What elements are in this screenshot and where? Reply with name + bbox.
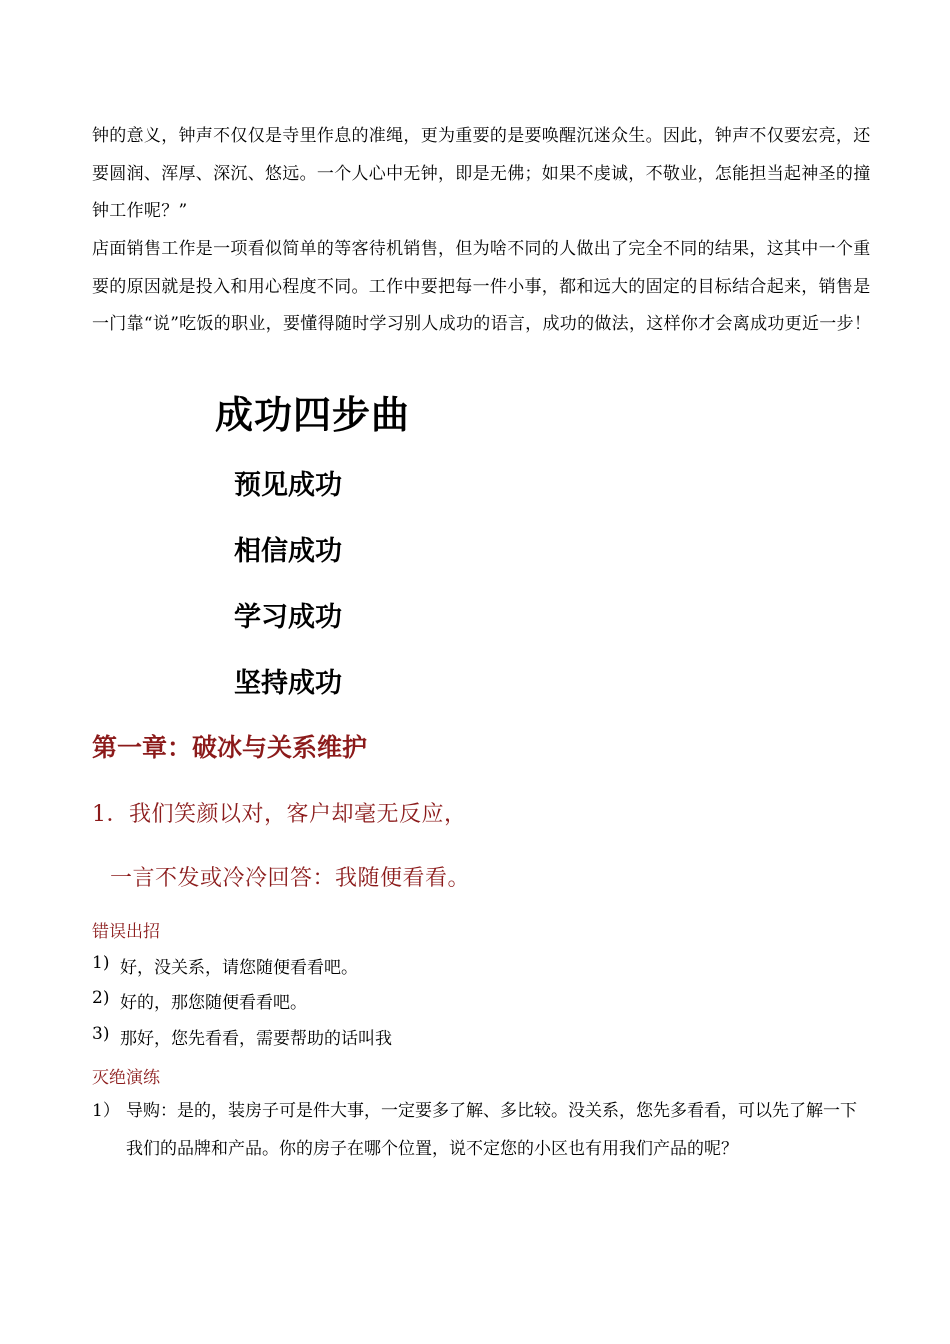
success-step-3: 学习成功 — [234, 602, 342, 633]
wrong-item-number: 2) — [92, 988, 110, 1008]
wrong-moves-label: 错误出招 — [92, 922, 160, 942]
practice-label: 灭绝演练 — [92, 1068, 160, 1088]
chapter-title: 第一章：破冰与关系维护 — [92, 733, 368, 762]
wrong-item-number: 3) — [92, 1024, 110, 1044]
success-step-4: 坚持成功 — [234, 668, 342, 699]
wrong-item-number: 1) — [92, 953, 110, 973]
success-steps-title: 成功四步曲 — [215, 393, 411, 437]
wrong-item — [92, 988, 307, 1013]
wrong-item-text: 那好，您先看看，需要帮助的话叫我 — [120, 1029, 392, 1049]
wrong-item — [92, 953, 358, 978]
wrong-item-text: 好的，那您随便看看吧。 — [120, 993, 307, 1013]
success-step-1: 预见成功 — [234, 470, 342, 501]
success-step-2: 相信成功 — [234, 536, 342, 567]
practice-item — [92, 1093, 872, 1168]
intro-paragraph-2: 店面销售工作是一项看似简单的等客待机销售，但为啥不同的人做出了完全不同的结果，这其中一个重要的原因就是投入和用心程度不同。工作中要把每一件小事，都和远大的固定的目标结合起来，销售是一门靠“说”吃饭的职业，要懂得随时学习别人成功的语言，成功的做法，这样你才会离成功更近一步！ — [92, 239, 872, 334]
wrong-item-text: 好，没关系，请您随便看看吧。 — [120, 958, 358, 978]
question-heading-line-1: 1．我们笑颜以对，客户却毫无反应， — [92, 802, 467, 827]
practice-item-text: 导购：是的，装房子可是件大事，一定要多了解、多比较。没关系，您先多看看，可以先了解一下我们的品牌和产品。你的房子在哪个位置，说不定您的小区也有用我们产品的呢？ — [126, 1101, 857, 1159]
wrong-item — [92, 1024, 392, 1049]
question-heading-line-2: 一言不发或冷冷回答：我随便看看。 — [110, 866, 471, 891]
intro-paragraph-1: 钟的意义，钟声不仅仅是寺里作息的准绳，更为重要的是要唤醒沉迷众生。因此，钟声不仅要宏亮，还要圆润、浑厚、深沉、悠远。一个人心中无钟，即是无佛；如果不虔诚，不敬业，怎能担当起神圣的撞钟工作呢？” — [92, 126, 871, 221]
practice-item-number: 1） — [92, 1101, 120, 1121]
